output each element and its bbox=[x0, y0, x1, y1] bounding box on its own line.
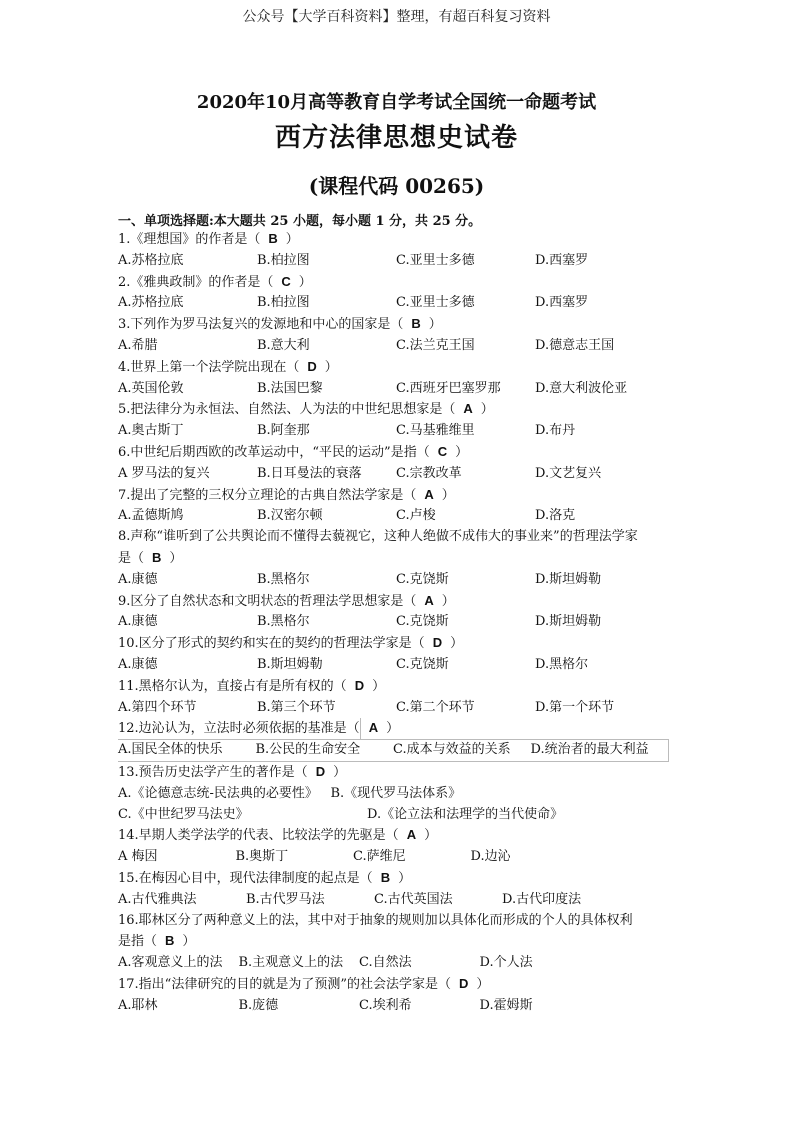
option: A.康德 bbox=[118, 571, 158, 587]
option: B.奥斯丁 bbox=[235, 849, 289, 865]
options bbox=[118, 336, 678, 357]
answer: A bbox=[424, 486, 434, 502]
question-list bbox=[118, 229, 678, 1016]
option: A.苏格拉底 bbox=[118, 295, 184, 311]
option: D.斯坦姆勒 bbox=[535, 571, 602, 587]
option: C.法兰克王国 bbox=[396, 337, 475, 353]
option: C.马基雅维里 bbox=[396, 423, 475, 439]
options bbox=[118, 698, 678, 719]
answer: B bbox=[268, 231, 278, 246]
answer: D bbox=[307, 358, 317, 374]
option: B.黑格尔 bbox=[257, 571, 310, 587]
section-heading: 一、单项选择题:本大题共 25 小题，每小题 1 分，共 25 分。 bbox=[118, 214, 482, 229]
option: B.古代罗马法 bbox=[246, 891, 325, 907]
answer: B bbox=[380, 869, 391, 885]
option: C.自然法 bbox=[359, 955, 412, 971]
options bbox=[118, 570, 678, 591]
options bbox=[118, 251, 678, 272]
option: A.康德 bbox=[118, 614, 158, 630]
option: A.希腊 bbox=[118, 337, 158, 353]
option: C.克饶斯 bbox=[396, 571, 449, 587]
answer: B bbox=[165, 933, 175, 949]
option: B.第三个环节 bbox=[257, 699, 336, 715]
option: A.康德 bbox=[118, 656, 158, 672]
option: B.主观意义上的法 bbox=[238, 955, 344, 971]
option: A 罗马法的复兴 bbox=[118, 465, 210, 481]
option: D.布丹 bbox=[535, 423, 576, 439]
option: A.古代雅典法 bbox=[118, 891, 197, 907]
option: B.法国巴黎 bbox=[257, 380, 323, 396]
option: D.洛克 bbox=[535, 508, 576, 524]
question: 11.黑格尔认为，直接占有是所有权的（ D ） bbox=[118, 676, 678, 698]
options bbox=[118, 847, 588, 868]
option: B.黑格尔 bbox=[257, 614, 310, 630]
option: D.黑格尔 bbox=[535, 656, 589, 672]
question: 14.早期人类学法学的代表、比较法学的先驱是（ A ） bbox=[118, 825, 678, 847]
option: C.埃利希 bbox=[359, 997, 412, 1013]
options bbox=[118, 805, 616, 826]
option: D.意大利波伦亚 bbox=[535, 380, 628, 396]
question: 8.声称“谁听到了公共舆论而不懂得去藐视它，这种人绝做不成伟大的事业来”的哲理法学家 bbox=[118, 529, 638, 545]
answer: C bbox=[437, 443, 448, 459]
options bbox=[118, 612, 678, 633]
question: 3.下列作为罗马法复兴的发源地和中心的国家是（ B ） bbox=[118, 314, 678, 336]
option: D.古代印度法 bbox=[502, 891, 582, 907]
answer: D bbox=[458, 975, 469, 991]
answer: B bbox=[411, 316, 421, 332]
question: 5.把法律分为永恒法、自然法、人为法的中世纪思想家是（ A ） bbox=[118, 399, 678, 421]
option: B.公民的生命安全 bbox=[255, 742, 361, 758]
answer: A bbox=[368, 720, 379, 736]
option: A.国民全体的快乐 bbox=[118, 742, 223, 758]
option: C.《中世纪罗马法史》 bbox=[118, 806, 249, 822]
question: 12.边沁认为，立法时必须依据的基准是（ A ） bbox=[118, 718, 678, 740]
question-continued: 是指（ B ） bbox=[118, 931, 678, 953]
option: A.第四个环节 bbox=[118, 699, 197, 715]
options bbox=[118, 996, 600, 1017]
question: 2.《雅典政制》的作者是（ C ） bbox=[118, 272, 678, 294]
answer: D bbox=[432, 635, 443, 651]
option: C.卢梭 bbox=[396, 508, 436, 524]
options bbox=[118, 421, 678, 442]
option: A.客观意义上的法 bbox=[118, 955, 223, 971]
option: C.古代英国法 bbox=[374, 891, 453, 907]
option: D.西塞罗 bbox=[535, 295, 589, 311]
question: 4.世界上第一个法学院出现在（ D ） bbox=[118, 357, 678, 379]
option: C.克饶斯 bbox=[396, 614, 449, 630]
option: D.《论立法和法理学的当代使命》 bbox=[367, 806, 564, 822]
option: A.耶林 bbox=[118, 997, 158, 1013]
options bbox=[118, 784, 543, 805]
question: 6.中世纪后期西欧的改革运动中，“平民的运动”是指（ C ） bbox=[118, 442, 678, 464]
option: B.庞德 bbox=[238, 997, 279, 1013]
option: D.霍姆斯 bbox=[479, 997, 533, 1013]
option: D.第一个环节 bbox=[535, 699, 615, 715]
question: 10.区分了形式的契约和实在的契约的哲理法学家是（ D ） bbox=[118, 633, 678, 655]
question: 7.提出了完整的三权分立理论的古典自然法学家是（ A ） bbox=[118, 485, 678, 507]
option: D.斯坦姆勒 bbox=[535, 614, 602, 630]
option: C.第二个环节 bbox=[396, 699, 475, 715]
option: C.宗教改革 bbox=[396, 465, 462, 481]
answer: A bbox=[424, 592, 434, 608]
option: C.亚里士多德 bbox=[396, 252, 475, 268]
question-continued: 是（ B ） bbox=[118, 548, 678, 570]
question: 16.耶林区分了两种意义上的法，其中对于抽象的规则加以具体化而形成的个人的具体权利 bbox=[118, 912, 633, 928]
option: A.《论德意志统-民法典的必要性》 bbox=[118, 785, 318, 801]
question: 9.区分了自然状态和文明状态的哲理法学思想家是（ A ） bbox=[118, 591, 678, 613]
option: C.萨维尼 bbox=[353, 849, 406, 865]
option: B.柏拉图 bbox=[257, 252, 310, 268]
header-note: 公众号【大学百科资料】整理，有超百科复习资料 bbox=[242, 9, 551, 25]
option: B.斯坦姆勒 bbox=[257, 656, 323, 672]
option: C.亚里士多德 bbox=[396, 295, 475, 311]
options bbox=[118, 655, 678, 676]
options bbox=[118, 506, 678, 527]
options bbox=[118, 379, 678, 400]
option: B.日耳曼法的衰落 bbox=[257, 465, 362, 481]
option: D.边沁 bbox=[470, 849, 511, 865]
question: 1.《理想国》的作者是（ B ） bbox=[118, 229, 678, 251]
option: B.《现代罗马法体系》 bbox=[330, 785, 462, 801]
option: D.西塞罗 bbox=[535, 252, 589, 268]
options bbox=[118, 953, 600, 974]
answer: D bbox=[354, 677, 365, 693]
option: B.汉密尔顿 bbox=[257, 508, 323, 524]
option: D.德意志王国 bbox=[535, 337, 615, 353]
option: B.意大利 bbox=[257, 337, 310, 353]
option: A 梅因 bbox=[118, 849, 158, 865]
options bbox=[118, 890, 630, 911]
question: 15.在梅因心目中，现代法律制度的起点是（ B ） bbox=[118, 868, 678, 890]
options bbox=[118, 464, 678, 485]
options bbox=[118, 739, 669, 762]
answer: B bbox=[152, 549, 162, 565]
answer: C bbox=[281, 273, 291, 289]
option: D.文艺复兴 bbox=[535, 465, 602, 481]
question: 13.预告历史法学产生的著作是（ D ） bbox=[118, 762, 678, 784]
option: C.西班牙巴塞罗那 bbox=[396, 380, 501, 396]
option: A.英国伦敦 bbox=[118, 380, 184, 396]
course-code: (课程代码 00265) bbox=[308, 174, 485, 198]
option: D.统治者的最大利益 bbox=[530, 742, 649, 758]
paper-title: 西方法律思想史试卷 bbox=[274, 123, 518, 153]
options bbox=[118, 293, 678, 314]
option: D.个人法 bbox=[479, 955, 533, 971]
option: C.成本与效益的关系 bbox=[393, 742, 511, 758]
answer: A bbox=[463, 401, 473, 417]
option: C.克饶斯 bbox=[396, 656, 449, 672]
answer: D bbox=[315, 763, 326, 779]
question: 17.指出“法律研究的目的就是为了预测”的社会法学家是（ D ） bbox=[118, 974, 678, 996]
option: B.阿奎那 bbox=[257, 423, 310, 439]
option: B.柏拉图 bbox=[257, 295, 310, 311]
option: A.孟德斯鸠 bbox=[118, 508, 184, 524]
answer: A bbox=[406, 827, 417, 843]
exam-title: 2020年10月高等教育自学考试全国统一命题考试 bbox=[196, 92, 597, 113]
option: A.奥古斯丁 bbox=[118, 423, 184, 439]
option: A.苏格拉底 bbox=[118, 252, 184, 268]
